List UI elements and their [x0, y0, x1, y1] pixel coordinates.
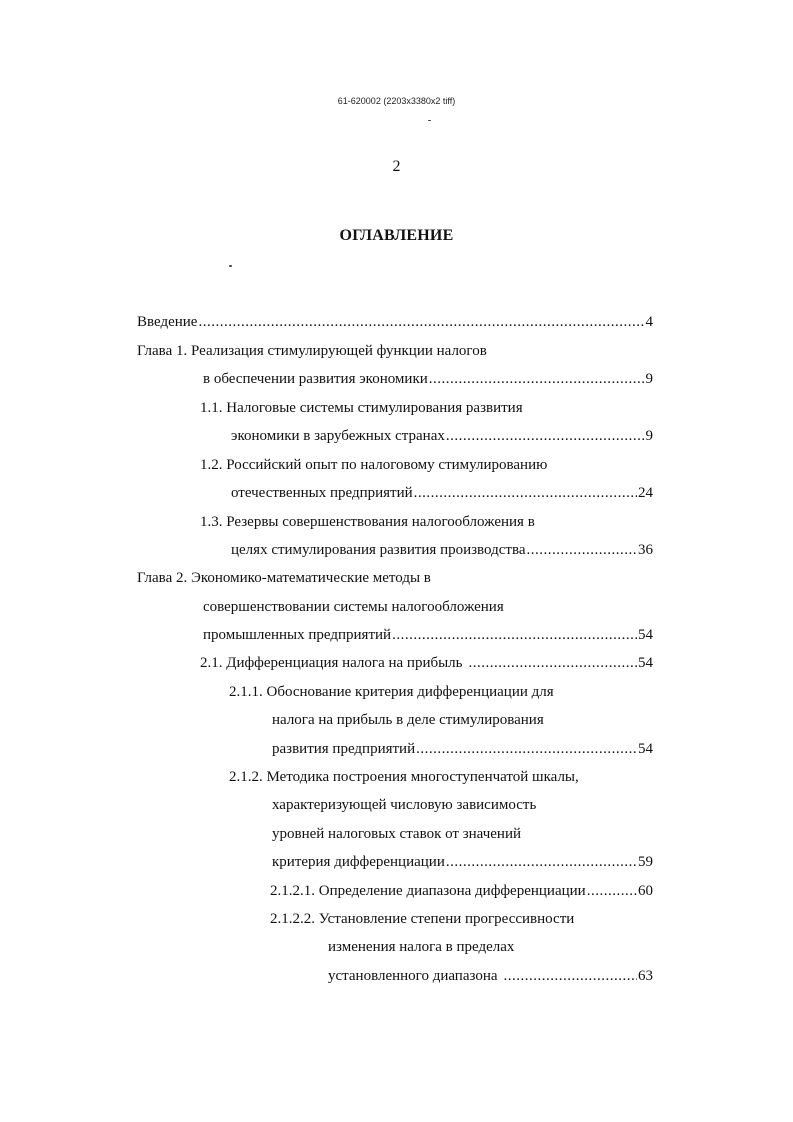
toc-entry-page: 9 [645, 371, 653, 387]
toc-entry-text: Глава 2. Экономико-математические методы в [137, 570, 431, 586]
toc-leader-dots [527, 540, 638, 560]
toc-entry-chapter-2-line1[interactable] [137, 568, 653, 588]
toc-entry-text: налога на прибыль в деле стимулирования [272, 712, 544, 728]
toc-entry-page: 54 [638, 655, 653, 671]
toc-entry-text: изменения налога в пределах [328, 939, 515, 955]
toc-entry-section-2-1-1-line3[interactable] [272, 739, 653, 759]
toc-entry-section-1-1-line2[interactable] [231, 426, 653, 446]
toc-entry-text: Введение [137, 314, 198, 330]
toc-entry-section-1-3-line1[interactable] [200, 512, 653, 532]
toc-leader-dots [504, 966, 637, 986]
toc-entry-text: критерия дифференциации [272, 854, 445, 870]
toc-leader-dots [587, 881, 637, 901]
toc-entry-text: 2.1.2.1. Определение диапазона дифференциации [270, 883, 586, 899]
toc-entry-page: 9 [645, 428, 653, 444]
toc-entry-text: отечественных предприятий [231, 485, 413, 501]
toc-entry-page: 4 [645, 314, 653, 330]
toc-entry-text: установленного диапазона [328, 968, 498, 984]
toc-entry-section-2-1-1-line1[interactable] [229, 682, 653, 702]
toc-leader-dots [392, 625, 637, 645]
toc-entry-text: 2.1.2.2. Установление степени прогрессивности [270, 911, 575, 927]
toc-entry-page: 54 [638, 627, 653, 643]
toc-leader-dots [446, 426, 645, 446]
toc-entry-section-2-1-2-line4[interactable] [272, 852, 653, 872]
toc-entry-section-2-1[interactable] [200, 653, 653, 673]
toc-entry-text: Глава 1. Реализация стимулирующей функции налогов [137, 343, 487, 359]
toc-entry-section-2-1-2-line2[interactable] [272, 795, 653, 815]
toc-entry-chapter-1-line1[interactable] [137, 341, 653, 361]
toc-entry-text: совершенствовании системы налогообложения [203, 599, 504, 615]
toc-entry-section-2-1-2-line3[interactable] [272, 824, 653, 844]
toc-entry-text: целях стимулирования развития производства [231, 542, 526, 558]
toc-entry-page: 59 [638, 854, 653, 870]
toc-entry-text: в обеспечении развития экономики [203, 371, 428, 387]
toc-leader-dots [469, 653, 637, 673]
toc-entry-section-1-2-line1[interactable] [200, 455, 653, 475]
toc-entry-section-2-1-2-2-line1[interactable] [270, 909, 653, 929]
toc-entry-section-2-1-2-2-line3[interactable] [328, 966, 653, 986]
page-number: 2 [392, 158, 401, 175]
toc-leader-dots [198, 312, 644, 332]
toc-entry-page: 63 [638, 968, 653, 984]
toc-title: ОГЛАВЛЕНИЕ [339, 227, 454, 244]
scan-speck [229, 265, 232, 267]
toc-entry-chapter-2-line2[interactable] [203, 597, 653, 617]
toc-entry-text: 1.2. Российский опыт по налоговому стимулированию [200, 457, 548, 473]
toc-entry-intro[interactable] [137, 312, 653, 332]
toc-entry-section-2-1-2-line1[interactable] [229, 767, 653, 787]
toc-entry-page: 24 [638, 485, 653, 501]
scan-speck [428, 120, 431, 121]
toc-leader-dots [414, 483, 637, 503]
toc-leader-dots [429, 369, 645, 389]
toc-entry-chapter-2-line3[interactable] [203, 625, 653, 645]
toc-entry-section-1-2-line2[interactable] [231, 483, 653, 503]
toc-entry-text: 1.3. Резервы совершенствования налогообложения в [200, 514, 535, 530]
toc-entry-chapter-1-line2[interactable] [203, 369, 653, 389]
toc-entry-text: характеризующей числовую зависимость [272, 797, 537, 813]
toc-entry-text: 2.1.1. Обоснование критерия дифференциации для [229, 684, 554, 700]
toc-entry-page: 54 [638, 741, 653, 757]
toc-entry-text: уровней налоговых ставок от значений [272, 826, 522, 842]
toc-entry-section-2-1-1-line2[interactable] [272, 710, 653, 730]
scan-header: 61-620002 (2203x3380x2 tiff) [337, 96, 456, 106]
toc-entry-page: 60 [638, 883, 653, 899]
toc-entry-section-2-1-2-2-line2[interactable] [328, 937, 653, 957]
toc-entry-section-1-1-line1[interactable] [200, 398, 653, 418]
toc-entry-page: 36 [638, 542, 653, 558]
toc-entry-text: 2.1. Дифференциация налога на прибыль [200, 655, 463, 671]
toc-entry-text: экономики в зарубежных странах [231, 428, 445, 444]
toc-leader-dots [446, 852, 637, 872]
toc-leader-dots [416, 739, 637, 759]
toc-entry-text: промышленных предприятий [203, 627, 392, 643]
toc-entry-section-2-1-2-1[interactable] [270, 881, 653, 901]
toc-entry-section-1-3-line2[interactable] [231, 540, 653, 560]
toc-entry-text: развития предприятий [272, 741, 416, 757]
toc-entry-text: 2.1.2. Методика построения многоступенчатой шкалы, [229, 769, 579, 785]
toc-entry-text: 1.1. Налоговые системы стимулирования развития [200, 400, 523, 416]
